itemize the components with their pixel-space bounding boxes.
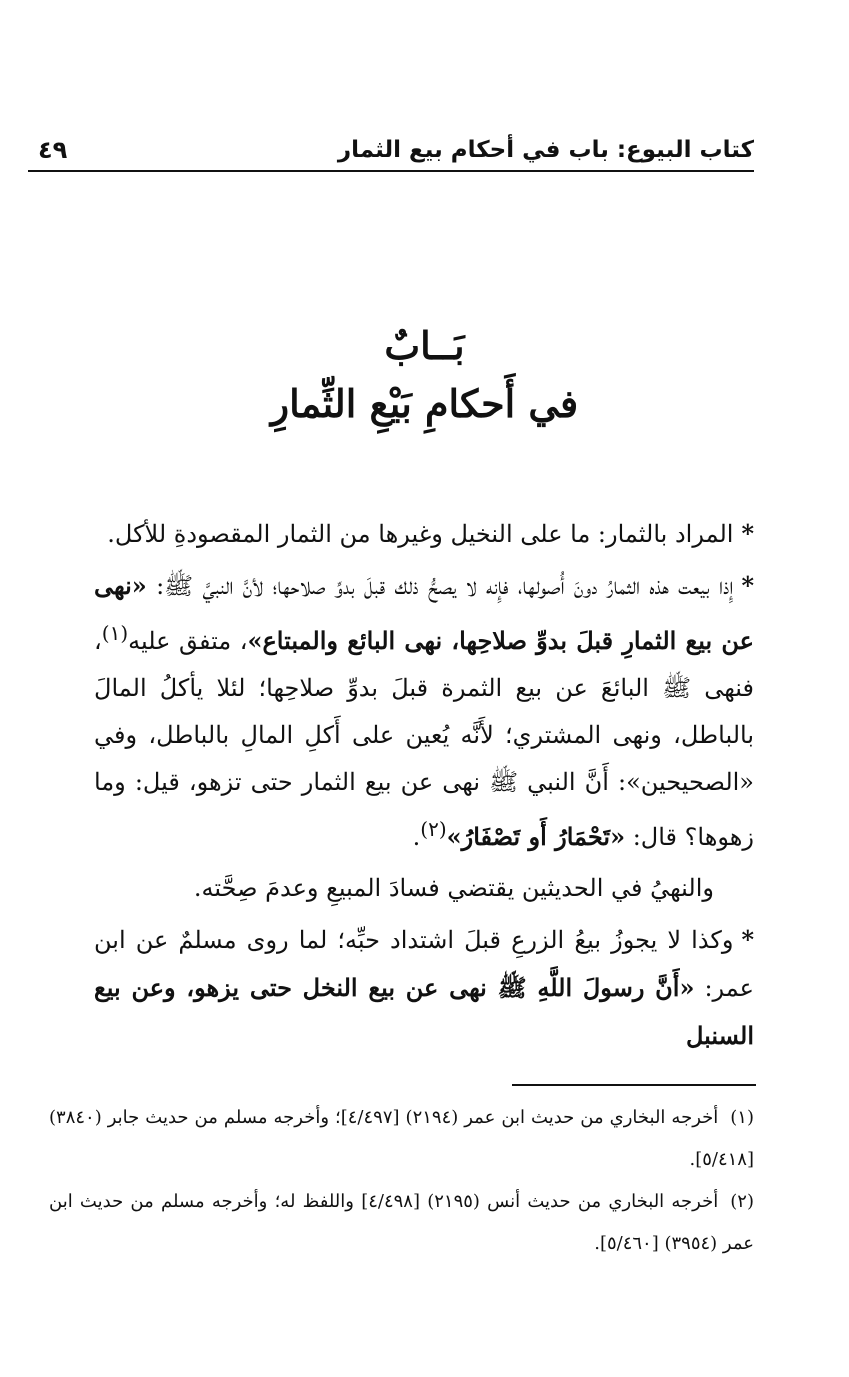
chapter-heading <box>0 318 849 434</box>
paragraph-text: ، متفق عليه <box>128 627 248 655</box>
footnote-text: أخرجه البخاري من حديث أنس (٢١٩٥) [٤/٤٩٨] واللفظ له؛ وأخرجه مسلم من حديث ابن عمر (٣٩٥٤) [٥/٤٦٠]. <box>49 1191 754 1254</box>
running-title: كتاب البيوع: باب في أحكام بيع الثمار <box>337 137 754 163</box>
hadith-quote: «تَحْمَارُ أَو تَصْفَارُ» <box>446 822 626 851</box>
chapter-title: في أَحكامِ بَيْعِ الثِّمارِ <box>270 381 579 426</box>
footnote-ref-2[interactable]: (٢) <box>420 817 447 841</box>
hadith-quote: «أَنَّ رسولَ اللَّهِ ﷺ نهى عن بيع النخل حتى يزهو، وعن بيع السنبل <box>94 973 754 1050</box>
paragraph-text: ، فنهى ﷺ البائعَ عن بيع الثمرة قبلَ بدوِّ صلاحِها؛ لئلا يأكلُ المالَ بالباطل، ونهى المشتري؛ لأَنَّه يُعين على أَكلِ المالِ بالباطل، وفي «الصحيحين»: أَنَّ النبي ﷺ نهى عن بيع الثمار حتى تزهو، قيل: وما زهوها؟ قال: <box>94 627 754 851</box>
paragraph-text: المراد بالثمار: ما على النخيل وغيرها من الثمار المقصودةِ للأكل. <box>107 520 734 548</box>
footnote-2 <box>49 1181 754 1265</box>
paragraph-text: وكذا لا يجوزُ بيعُ الزرعِ قبلَ اشتداد حبِّه؛ لما روى مسلمٌ عن ابن عمر: <box>94 926 754 1002</box>
paragraph-prohibition-note <box>94 865 754 912</box>
footnote-number: (١) <box>730 1107 754 1128</box>
footnotes <box>49 1097 754 1265</box>
footnote-text: أخرجه البخاري من حديث ابن عمر (٢١٩٤) [٤/٤٩٧]؛ وأخرجه مسلم من حديث جابر (٣٨٤٠) [٥/٤١٨]. <box>49 1107 754 1170</box>
page-header <box>28 130 754 172</box>
paragraph-text: إِذا بيعت هذه الثمارُ دونَ أُصولها، فإِنه لا يصحُّ ذلك قبلَ بدوِّ صلاحها؛ لأنَّ النبيَّ ﷺ: <box>146 572 734 600</box>
main-text <box>94 510 754 1064</box>
footnote-divider <box>512 1084 756 1086</box>
paragraph-crops <box>94 916 754 1060</box>
asterisk-marker: * <box>741 571 754 600</box>
footnote-number: (٢) <box>730 1191 754 1212</box>
footnote-ref-1[interactable]: (١) <box>101 621 129 645</box>
paragraph-text: والنهيُ في الحديثين يقتضي فسادَ المبيعِ وعدمَ صِحَّته. <box>193 874 714 902</box>
paragraph-text: . <box>412 823 421 851</box>
page-number: ٤٩ <box>38 136 68 164</box>
chapter-label: بَــابٌ <box>384 323 465 368</box>
paragraph-fruits-definition <box>94 510 754 558</box>
hadith-quote: «نهى عن بيع الثمارِ قبلَ بدوِّ صلاحِها، نهى البائع والمبتاع» <box>94 571 754 655</box>
footnote-1 <box>49 1097 754 1181</box>
paragraph-sale-before-ripeness <box>94 562 754 861</box>
asterisk-marker: * <box>741 519 754 548</box>
asterisk-marker: * <box>741 925 754 954</box>
